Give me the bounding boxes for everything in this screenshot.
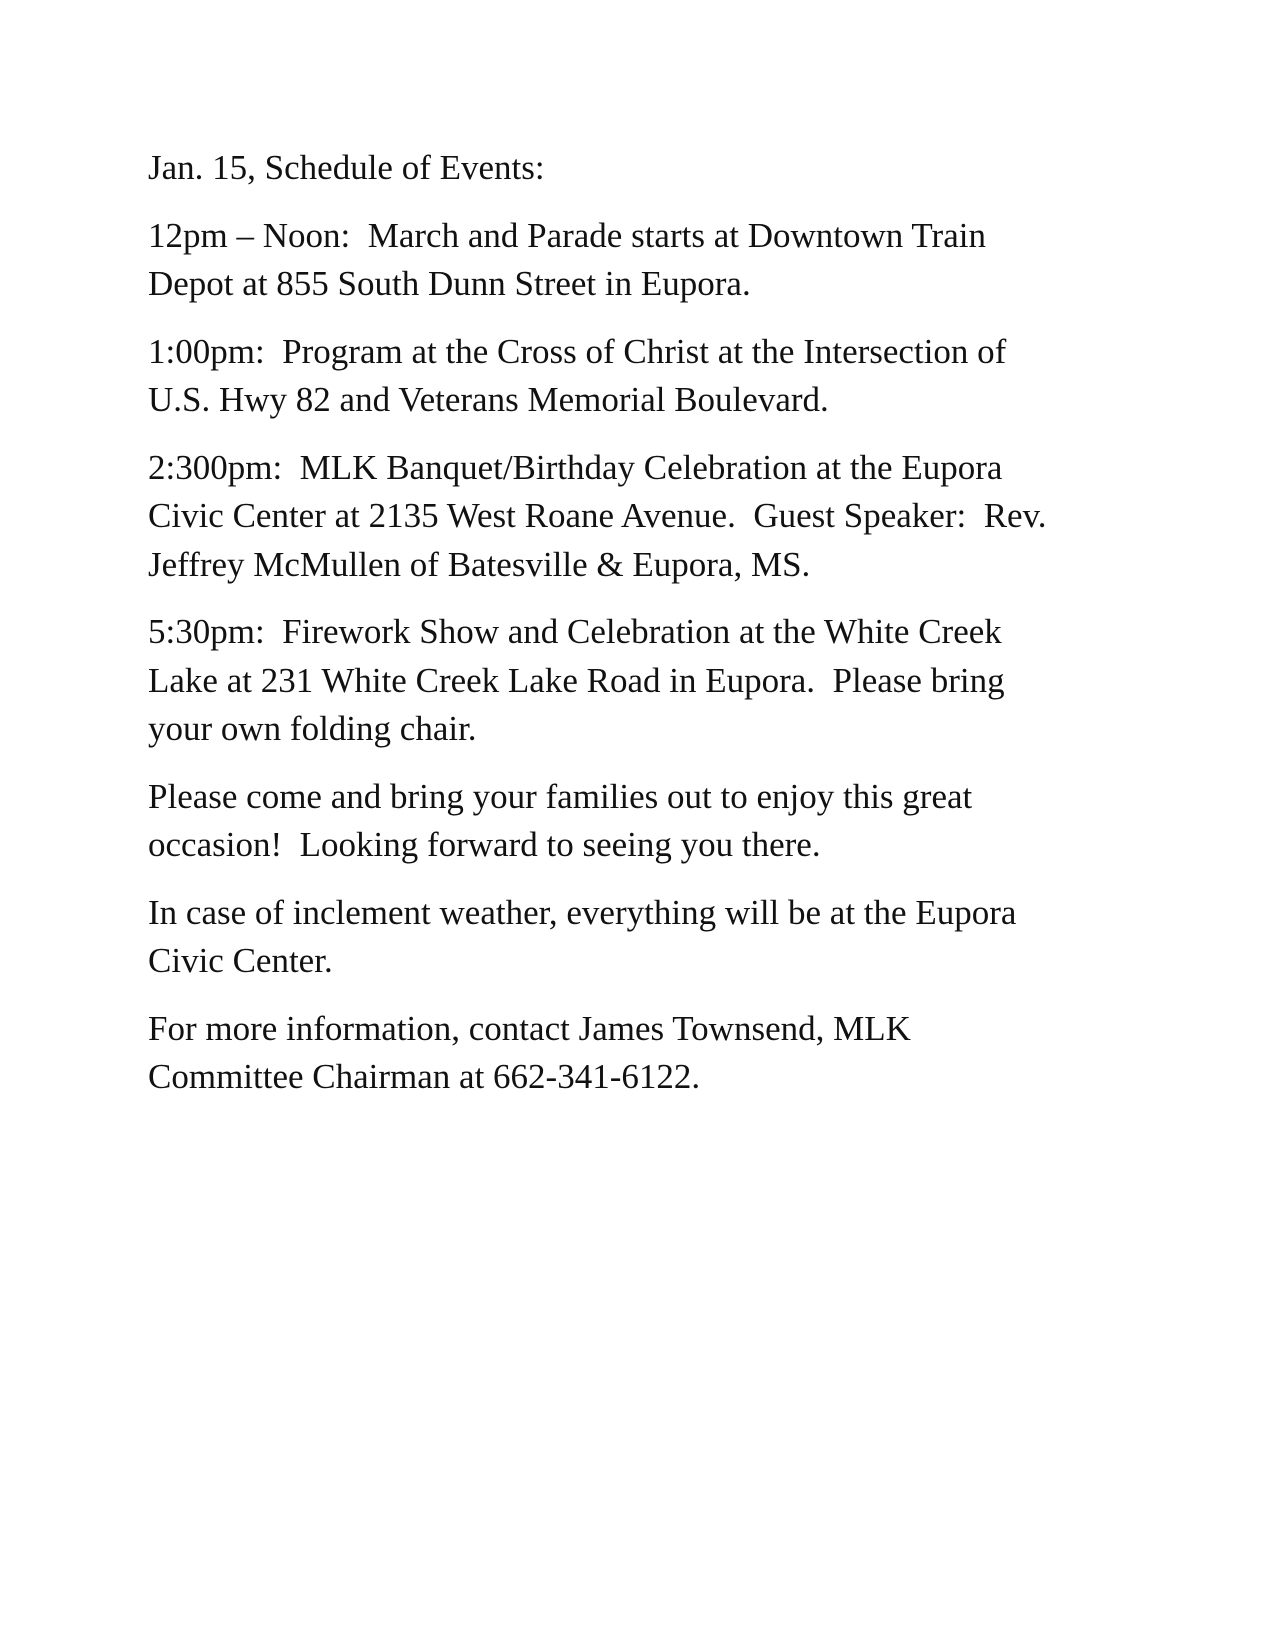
event-line: 2:300pm: MLK Banquet/Birthday Celebration at the Eupora [148,447,1003,487]
event-line: Civic Center at 2135 West Roane Avenue. Guest Speaker: Rev. [148,496,1047,535]
event-line: 1:00pm: Program at the Cross of Christ at the Intersection of [148,331,1007,371]
weather-note-line: Civic Center. [148,941,333,980]
weather-note-line: In case of inclement weather, everything will be at the Eupora [148,892,1017,932]
invitation-paragraph [148,773,1128,870]
contact-paragraph [148,1005,1128,1102]
event-line: 12pm – Noon: March and Parade starts at Downtown Train [148,215,986,255]
event-line: Jeffrey McMullen of Batesville & Eupora, MS. [148,544,811,584]
document-body [148,144,1128,1121]
event-line: Lake at 231 White Creek Lake Road in Eupora. Please bring [148,660,1005,700]
weather-note-paragraph [148,889,1128,986]
event-line: 5:30pm: Firework Show and Celebration at the White Creek [148,612,1002,651]
event-fireworks [148,608,1128,754]
invitation-line: occasion! Looking forward to seeing you there. [148,825,821,864]
contact-line: Committee Chairman at 662-341-6122. [148,1057,701,1096]
event-banquet [148,444,1128,590]
heading-line: Jan. 15, Schedule of Events: [148,148,545,187]
invitation-line: Please come and bring your families out to enjoy this great [148,776,973,816]
event-line: U.S. Hwy 82 and Veterans Memorial Boulevard. [148,380,829,419]
event-march-parade [148,212,1128,309]
event-program [148,328,1128,425]
contact-line: For more information, contact James Townsend, MLK [148,1008,911,1048]
schedule-heading [148,144,1128,193]
event-line: Depot at 855 South Dunn Street in Eupora. [148,264,751,303]
event-line: your own folding chair. [148,709,477,748]
